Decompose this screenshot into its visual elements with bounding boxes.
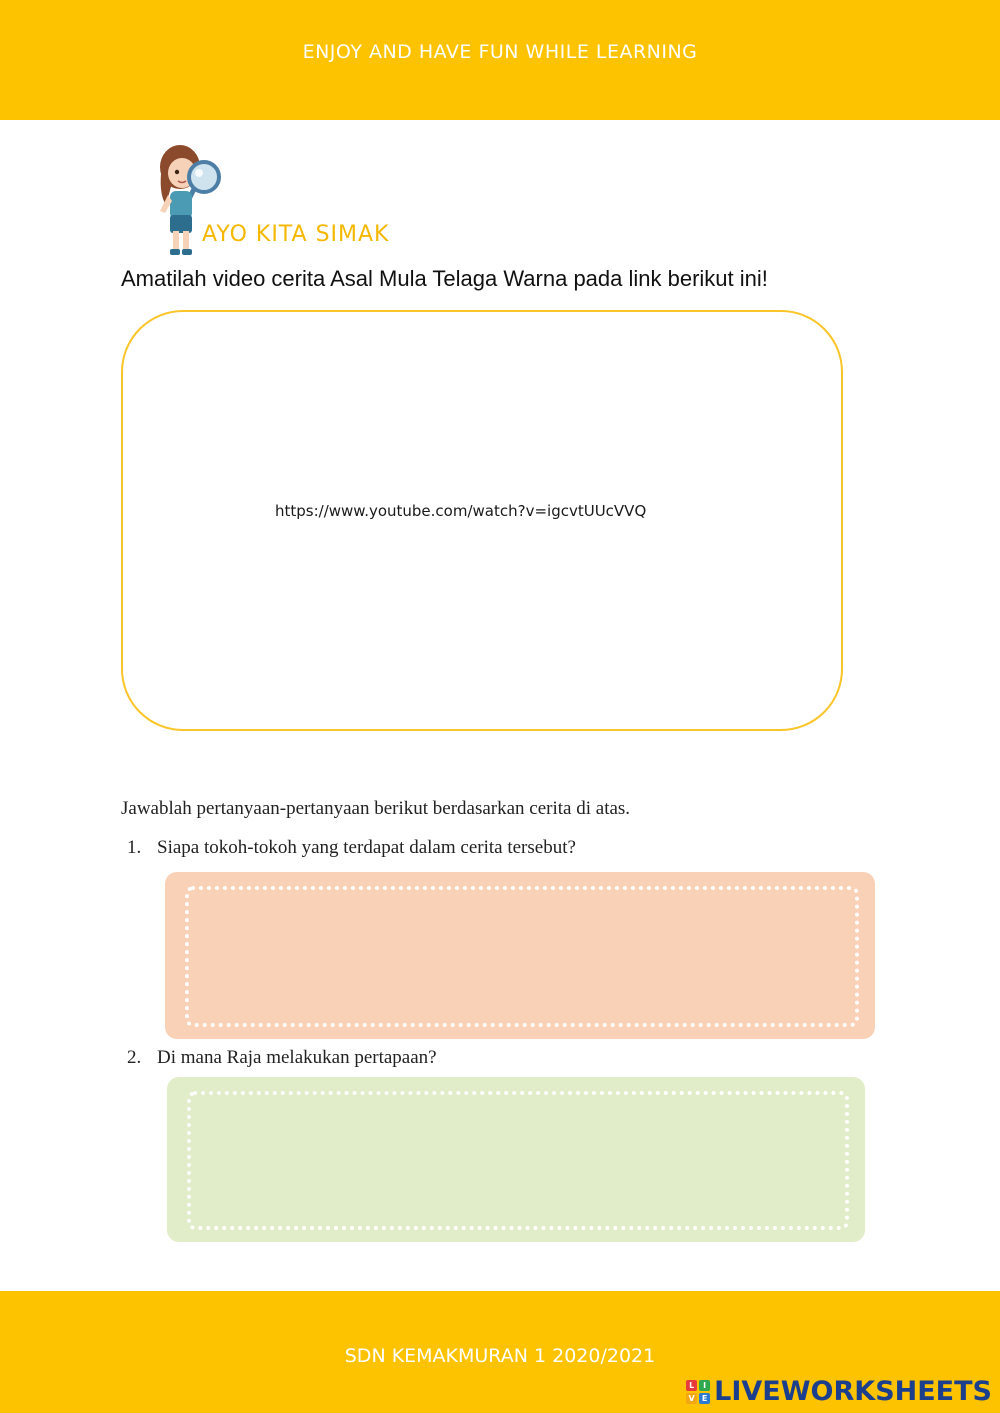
header-band [0,0,1000,120]
question-text: Siapa tokoh-tokoh yang terdapat dalam cerita tersebut? [157,837,576,858]
question-number: 2. [127,1047,142,1068]
brand-wordmark: LIVEWORKSHEETS [714,1376,992,1407]
dotted-border [185,886,859,1027]
brand-mark-letter: V [686,1393,697,1404]
questions-intro: Jawablah pertanyaan-pertanyaan berikut berdasarkan cerita di atas. [121,798,631,819]
brand-mark-icon [686,1380,710,1404]
dotted-border [187,1091,849,1230]
header-slogan: ENJOY AND HAVE FUN WHILE LEARNING [302,41,698,63]
brand-mark-letter: E [699,1393,710,1404]
instruction-text: Amatilah video cerita Asal Mula Telaga Warna pada link berikut ini! [121,266,768,291]
question-1 [127,837,576,859]
liveworksheets-logo[interactable] [686,1376,992,1407]
section-title: AYO KITA SIMAK [202,222,390,247]
question-text: Di mana Raja melakukan pertapaan? [157,1047,437,1068]
answer-field-1[interactable] [165,872,875,1039]
answer-field-2[interactable] [167,1077,865,1242]
footer-text: SDN KEMAKMURAN 1 2020/2021 [344,1345,656,1367]
brand-mark-letter: L [686,1380,697,1391]
question-number: 1. [127,837,142,858]
question-2 [127,1047,437,1069]
video-link-box [121,310,843,731]
brand-mark-letter: I [699,1380,710,1391]
video-link[interactable]: https://www.youtube.com/watch?v=igcvtUUcVVQ [275,502,647,520]
